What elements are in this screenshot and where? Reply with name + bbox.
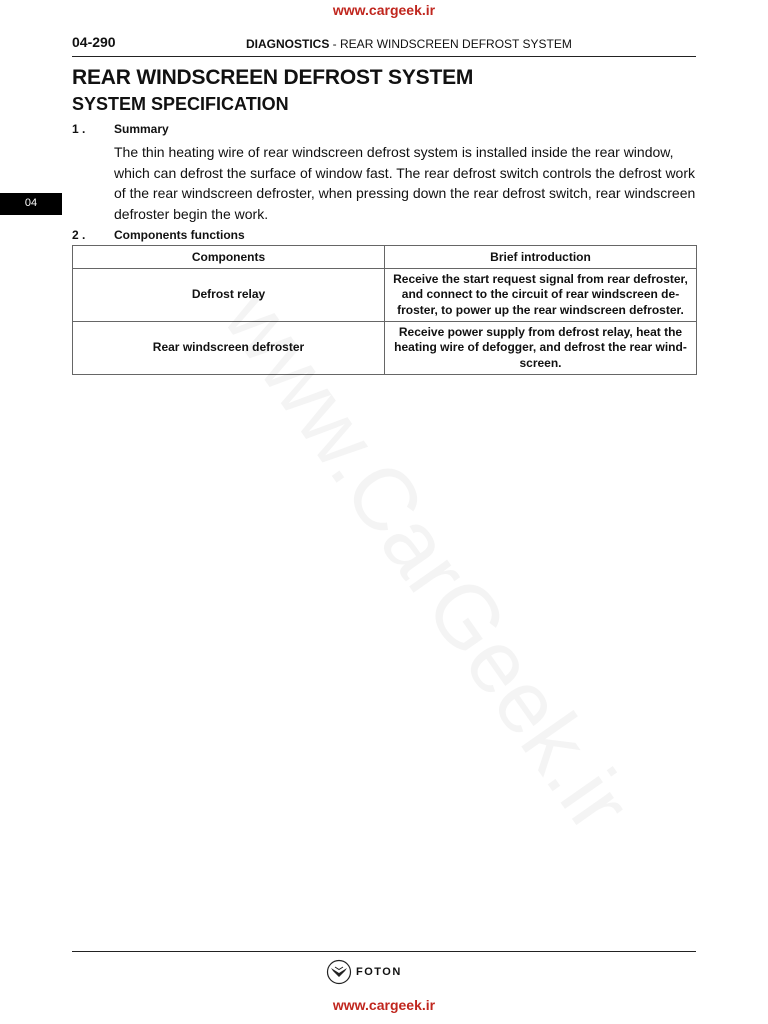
section-2-number: 2 .	[72, 228, 86, 242]
summary-paragraph: The thin heating wire of rear windscreen defrost system is installed inside the rear window, which can defrost the surface of window fast. The rear defrost switch controls the defrost work of the rear windscreen defroster, when pressing down the rear defrost switch, rear windscreen defroster begin the work.	[114, 144, 696, 222]
footer-divider	[72, 951, 696, 952]
components-table	[72, 245, 697, 375]
page-number: 04-290	[72, 34, 116, 50]
table-cell-component: Defrost relay	[73, 269, 385, 322]
page-subtitle: SYSTEM SPECIFICATION	[72, 94, 289, 114]
section-1-heading: Summary	[114, 122, 169, 136]
table-header-components: Components	[73, 246, 385, 269]
section-2-heading: Components functions	[114, 228, 245, 242]
top-site-url[interactable]: www.cargeek.ir	[332, 2, 436, 18]
table-cell-component: Rear windscreen defroster	[73, 322, 385, 375]
foton-emblem-icon	[326, 959, 352, 985]
foton-logo	[326, 958, 402, 986]
table-header-brief-introduction: Brief introduction	[385, 246, 697, 269]
table-cell-description: Receive the start request signal from rear defroster, and connect to the circuit of rear windscreen de-froster, to power up the rear windscreen defroster.	[385, 269, 697, 322]
table-row	[73, 322, 697, 375]
page-title: REAR WINDSCREEN DEFROST SYSTEM	[72, 66, 474, 89]
table-row	[73, 269, 697, 322]
running-header-separator: -	[329, 37, 341, 51]
header-divider	[72, 56, 696, 57]
running-header-section: DIAGNOSTICS	[246, 37, 330, 51]
section-1-number: 1 .	[72, 122, 86, 136]
foton-brand-name: FOTON	[356, 966, 402, 978]
bottom-site-url[interactable]: www.cargeek.ir	[332, 997, 436, 1013]
running-header-title: REAR WINDSCREEN DEFROST SYSTEM	[340, 37, 572, 51]
running-header	[246, 37, 572, 51]
table-header-row	[73, 246, 697, 269]
chapter-tab: 04	[0, 193, 62, 215]
table-cell-description: Receive power supply from defrost relay, heat the heating wire of defogger, and defrost the rear wind-screen.	[385, 322, 697, 375]
